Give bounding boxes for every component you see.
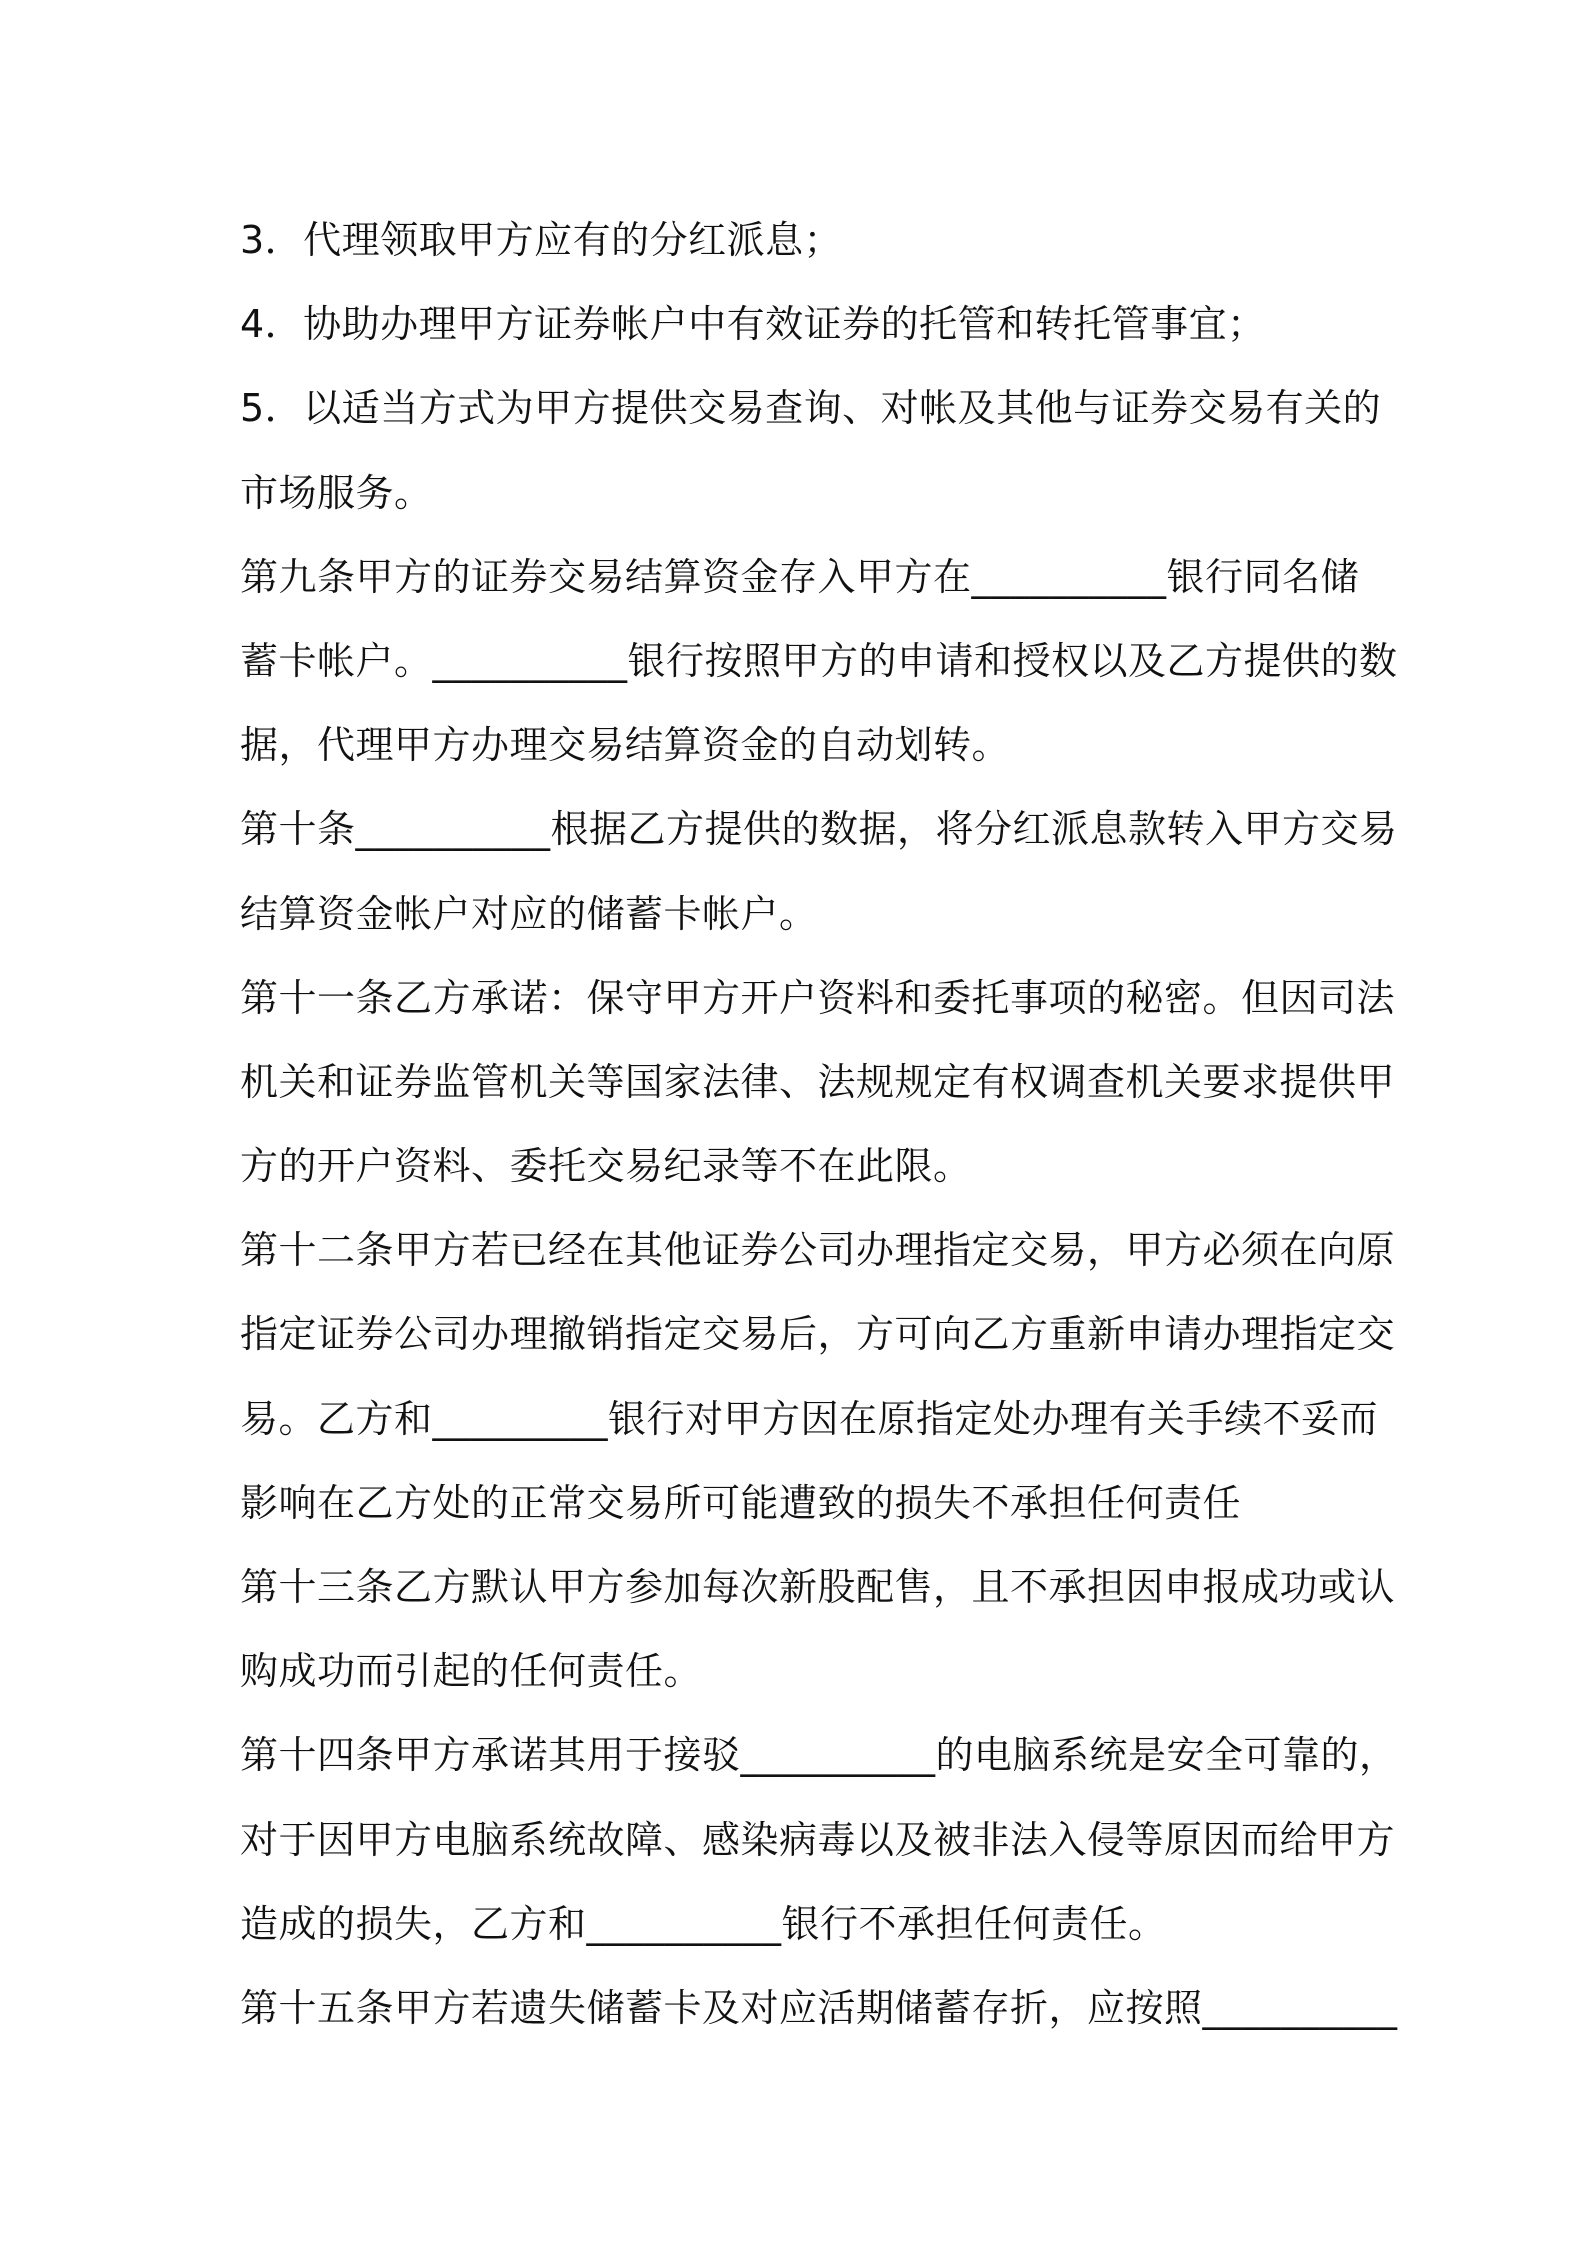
- text-line: 3．代理领取甲方应有的分红派息；: [240, 218, 843, 262]
- text-line: 5．以适当方式为甲方提供交易查询、对帐及其他与证券交易有关的: [240, 386, 1382, 431]
- document-body: [240, 198, 1398, 2050]
- text-line: 4．协助办理甲方证券帐户中有效证券的托管和转托管事宜；: [240, 302, 1266, 347]
- text-line: 第十五条甲方若遗失储蓄卡及对应活期储蓄存折，应按照__________: [240, 1985, 1398, 2030]
- text-line: 第十三条乙方默认甲方参加每次新股配售，且不承担因申报成功或认: [240, 1565, 1396, 1609]
- text-line: 蓄卡帐户。__________银行按照甲方的申请和授权以及乙方提供的数: [240, 638, 1398, 683]
- text-line: 机关和证券监管机关等国家法律、法规规定有权调查机关要求提供甲: [240, 1059, 1396, 1104]
- text-line: 易。乙方和_________银行对甲方因在原指定处办理有关手续不妥而: [240, 1396, 1379, 1441]
- text-line: 对于因甲方电脑系统故障、感染病毒以及被非法入侵等原因而给甲方: [240, 1817, 1396, 1862]
- text-line: 第九条甲方的证券交易结算资金存入甲方在__________银行同名储: [240, 554, 1360, 599]
- text-line: 结算资金帐户对应的储蓄卡帐户。: [240, 891, 818, 936]
- text-line: 第十一条乙方承诺：保守甲方开户资料和委托事项的秘密。但因司法: [240, 975, 1396, 1020]
- text-line: 据，代理甲方办理交易结算资金的自动划转。: [240, 723, 1011, 768]
- text-line: 方的开户资料、委托交易纪录等不在此限。: [240, 1144, 972, 1189]
- text-line: 第十四条甲方承诺其用于接驳__________的电脑系统是安全可靠的，: [240, 1733, 1398, 1778]
- text-line: 影响在乙方处的正常交易所可能遭致的损失不承担任何责任: [240, 1480, 1242, 1525]
- text-line: 市场服务。: [240, 470, 433, 515]
- text-line: 造成的损失，乙方和__________银行不承担任何责任。: [240, 1901, 1167, 1946]
- text-line: 第十条__________根据乙方提供的数据，将分红派息款转入甲方交易: [240, 807, 1398, 852]
- text-line: 购成功而引起的任何责任。: [240, 1649, 703, 1694]
- text-line: 第十二条甲方若已经在其他证券公司办理指定交易，甲方必须在向原: [240, 1228, 1396, 1273]
- text-line: 指定证券公司办理撤销指定交易后，方可向乙方重新申请办理指定交: [240, 1312, 1396, 1357]
